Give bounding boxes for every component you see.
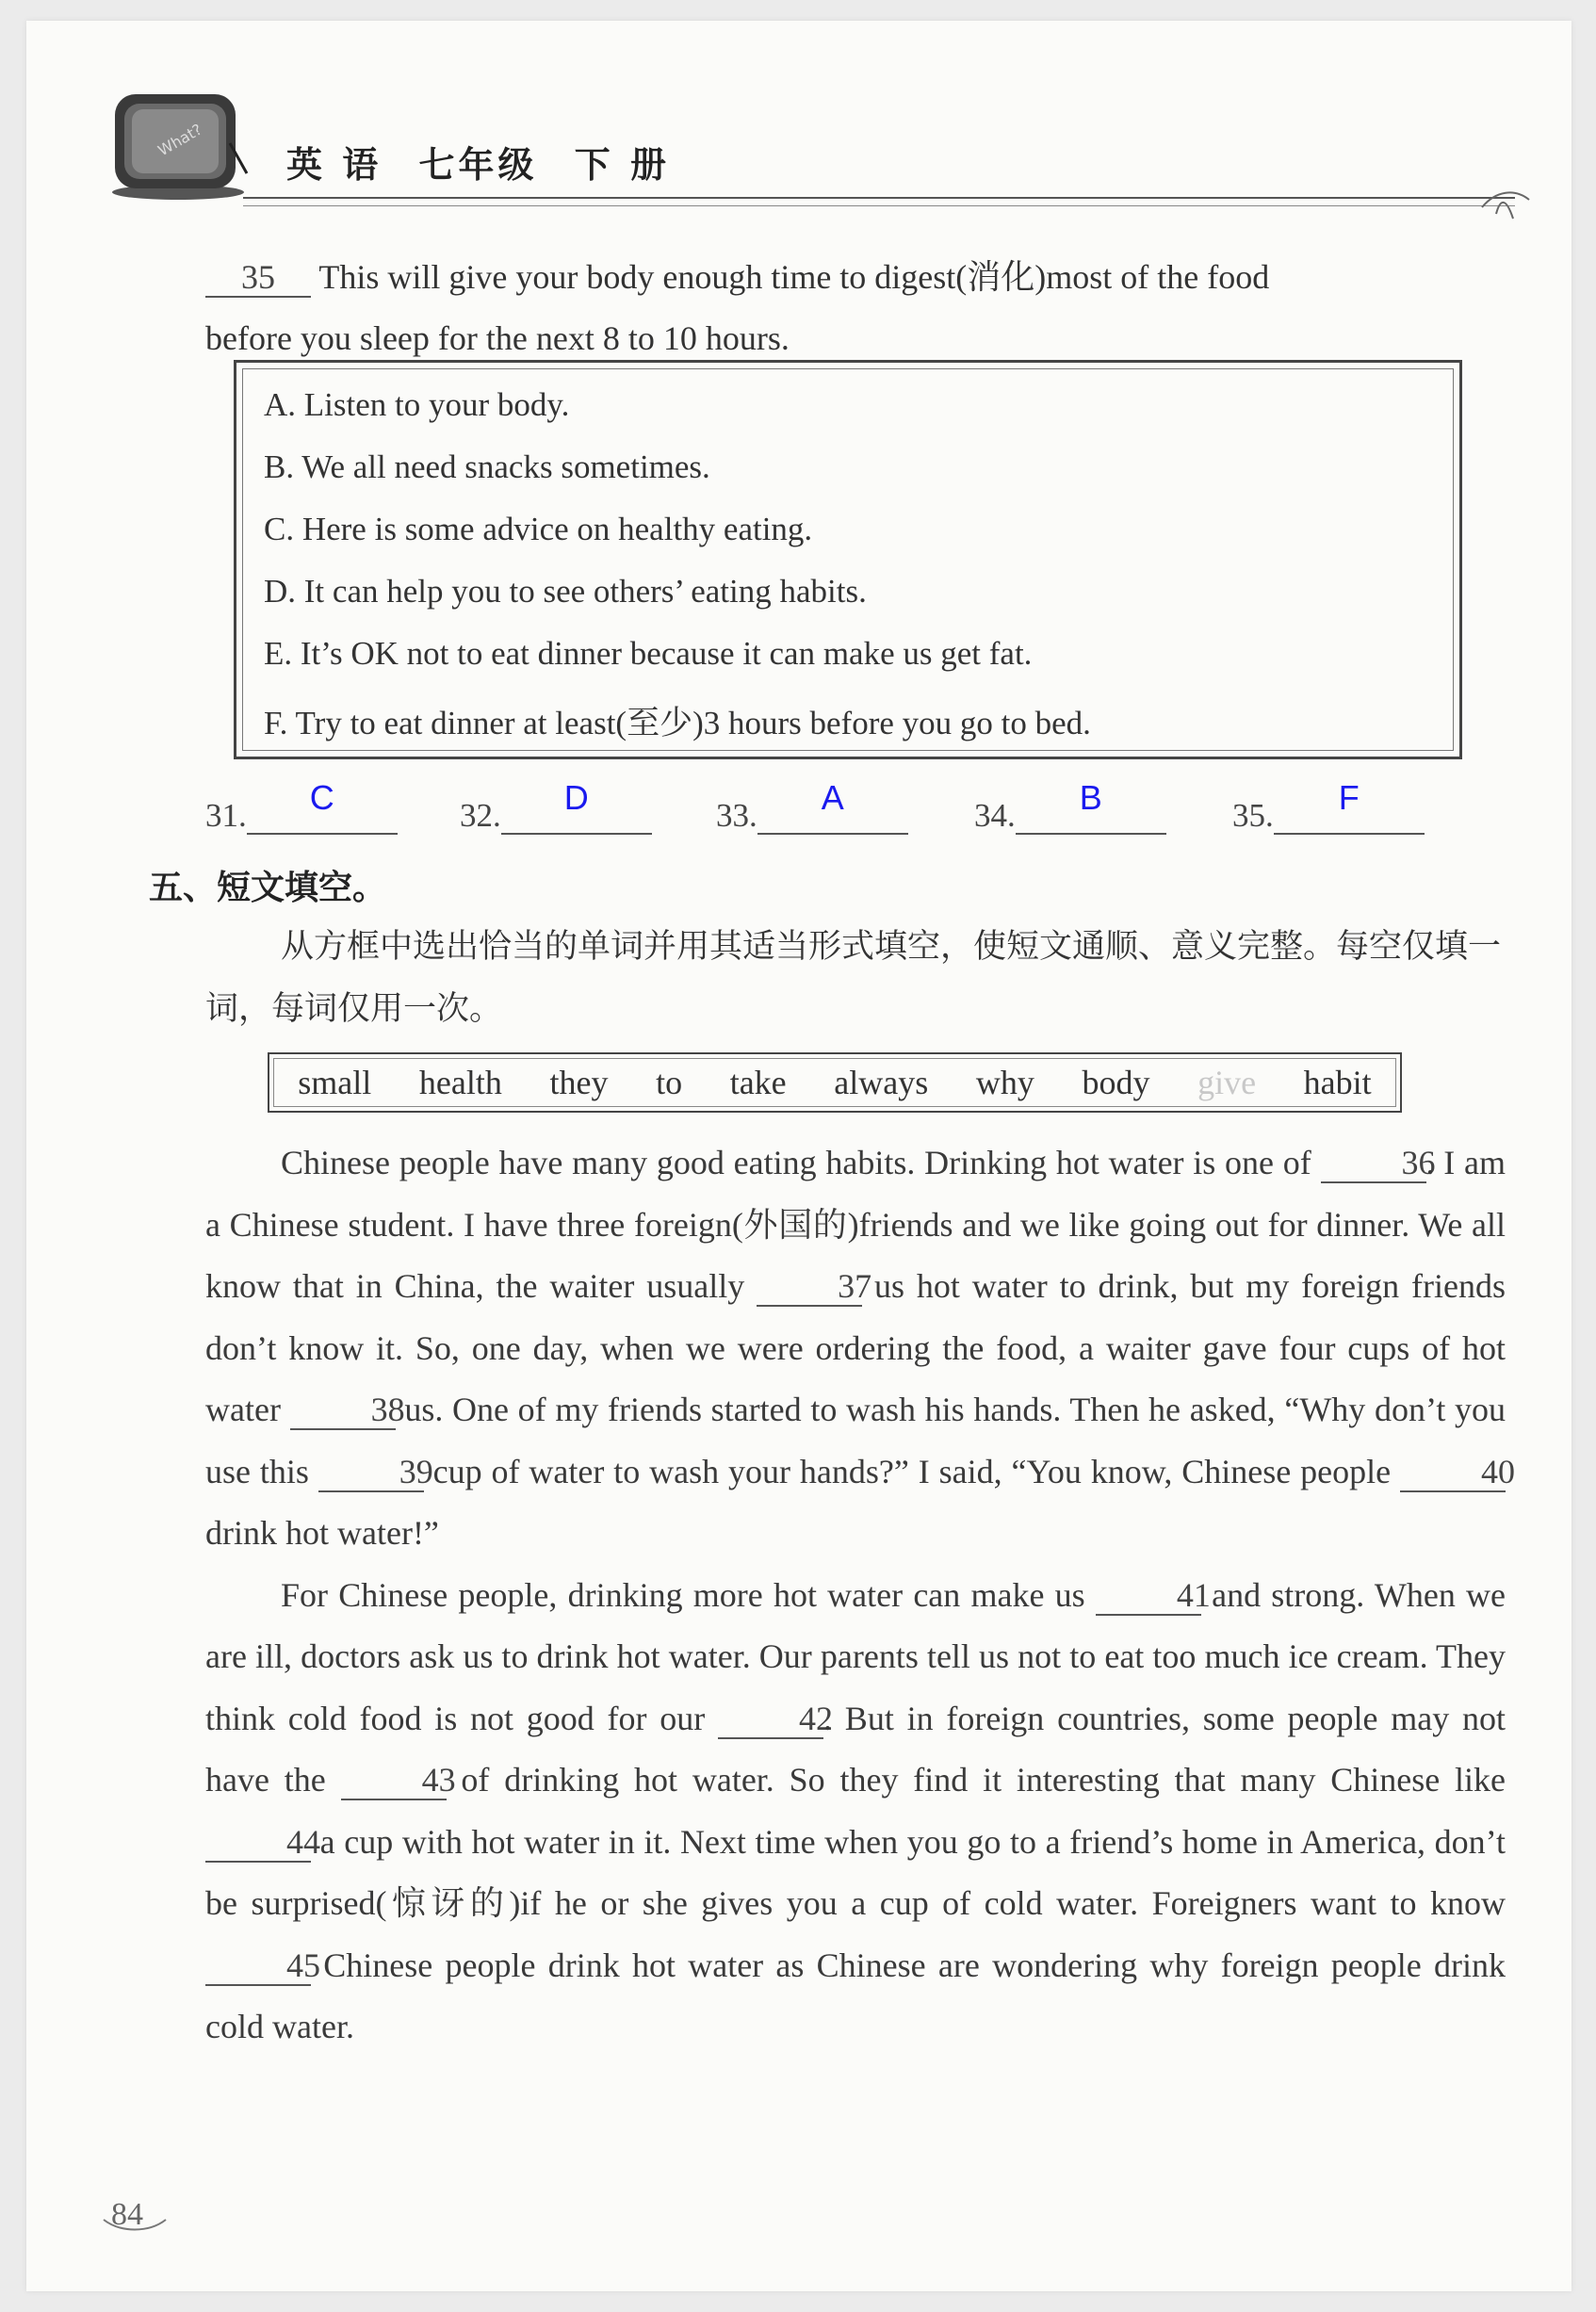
answer-letter: B <box>1079 778 1102 817</box>
blank-37[interactable]: 37 <box>757 1267 862 1307</box>
section-heading: 五、短文填空。 <box>149 868 387 907</box>
option-b: B. We all need snacks sometimes. <box>264 448 710 485</box>
q35-text-2: before you sleep for the next 8 to 10 hours. <box>205 319 790 357</box>
title-subject: 英 语 <box>286 143 383 186</box>
word-small: small <box>298 1064 372 1101</box>
word-always: always <box>834 1064 929 1101</box>
answer-33: 33. A <box>716 791 908 835</box>
option-a: A. Listen to your body. <box>264 386 570 423</box>
flourish-icon <box>1477 181 1534 233</box>
word-to: to <box>656 1064 683 1101</box>
blank-44[interactable]: 44 <box>205 1823 311 1863</box>
blank-35: 35 <box>205 258 311 298</box>
workbook-page <box>26 21 1572 2291</box>
blank-43[interactable]: 43 <box>341 1761 447 1800</box>
page-number: 84 <box>111 2197 143 2232</box>
header-rule <box>243 197 1515 199</box>
option-f: F. Try to eat dinner at least(至少)3 hours before you go to bed. <box>264 705 1091 741</box>
word-they: they <box>549 1064 609 1101</box>
passage-paragraph-2: For Chinese people, drinking more hot water can make us 41 and strong. When we are ill, doctors ask us to drink hot water. Our parents tell us not to eat too much ice cream. They think cold food is not good for our 42. But in foreign countries, some people may not have the 43 of drinking hot water. So they find it interesting that many Chinese like 44 a cup with hot water in it. Next time when you go to a friend’s home in America, don’t be surprised(惊讶的)if he or she gives you a cup of cold water. Foreigners want to know 45 Chinese people drink hot water as Chinese are wondering why foreign people drink cold water. <box>205 1575 1506 2045</box>
option-c: C. Here is some advice on healthy eating. <box>264 511 813 547</box>
answer-letter: C <box>309 778 334 817</box>
word-body: body <box>1082 1064 1150 1101</box>
title-volume: 下 册 <box>574 143 670 186</box>
cloze-passage <box>205 1132 1515 2059</box>
header-rule-thin <box>243 205 1515 206</box>
answer-letter: D <box>563 778 589 817</box>
blank-41[interactable]: 41 <box>1096 1576 1201 1616</box>
blank-36[interactable]: 36 <box>1321 1144 1426 1183</box>
word-why: why <box>975 1064 1034 1101</box>
answer-row <box>205 778 1506 848</box>
options-box <box>234 360 1462 759</box>
answer-letter: F <box>1338 778 1360 817</box>
word-bank <box>268 1052 1402 1113</box>
answer-31: 31. C <box>205 791 398 835</box>
book-title <box>286 136 691 187</box>
word-health: health <box>418 1064 502 1101</box>
tv-logo-icon <box>107 87 249 202</box>
q35-text-1: This will give your body enough time to digest(消化)most of the food <box>318 258 1270 296</box>
blank-42[interactable]: 42 <box>718 1700 823 1739</box>
passage-paragraph-1: Chinese people have many good eating habits. Drinking hot water is one of 36. I am a Chinese student. I have three foreign(外国的)friends and we like going out for dinner. We all know that in China, the waiter usually 37 us hot water to drink, but my foreign friends don’t know it. So, one day, when we were ordering the food, a waiter gave four cups of hot water 38 us. One of my friends started to wash his hands. Then he asked, “Why don’t you use this 39 cup of water to wash your hands?” I said, “You know, Chinese people 40 drink hot water!” <box>205 1144 1515 1552</box>
word-give: give <box>1197 1064 1257 1101</box>
blank-45[interactable]: 45 <box>205 1946 311 1986</box>
section-instructions: 从方框中选出恰当的单词并用其适当形式填空，使短文通顺、意义完整。每空仅填一词，每词仅用一次。 <box>205 928 1502 1028</box>
svg-text:What?: What? <box>155 120 205 160</box>
word-take: take <box>729 1064 787 1101</box>
blank-39[interactable]: 39 <box>318 1453 424 1492</box>
title-grade: 七年级 <box>418 143 538 186</box>
blank-38[interactable]: 38 <box>290 1391 396 1430</box>
page-number-curve-icon <box>102 2216 168 2239</box>
page-header <box>26 21 1572 209</box>
answer-34: 34. B <box>974 791 1166 835</box>
answer-35: 35. F <box>1232 791 1425 835</box>
option-e: E. It’s OK not to eat dinner because it can make us get fat. <box>264 635 1033 672</box>
q35-sentence <box>205 247 1506 369</box>
answer-letter: A <box>821 778 844 817</box>
option-d: D. It can help you to see others’ eating habits. <box>264 573 867 610</box>
answer-32: 32. D <box>460 791 652 835</box>
word-habit: habit <box>1303 1064 1372 1101</box>
blank-40[interactable]: 40 <box>1400 1453 1506 1492</box>
